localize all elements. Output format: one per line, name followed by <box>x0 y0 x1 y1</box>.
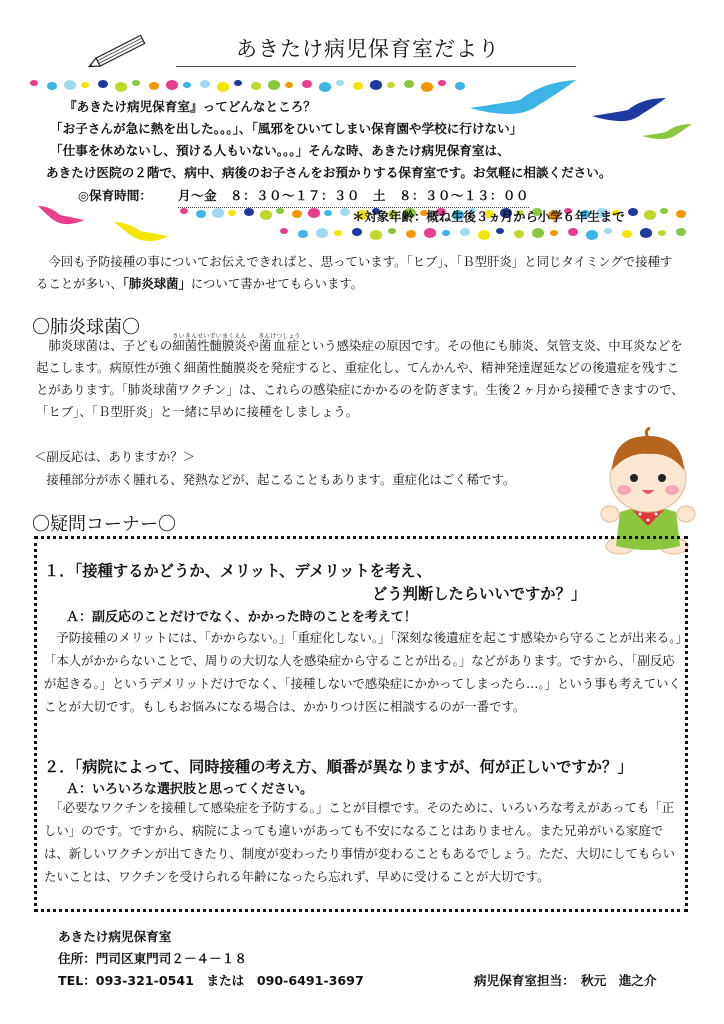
decorative-dot <box>149 82 159 90</box>
answer-1-label: Ａ：副反応のことだけでなく、かかった時のことを考えて！ <box>66 610 417 625</box>
bird-icon <box>112 220 170 246</box>
answer-1-text: 予防接種のメリットには、「かからない。」「重症化しない。」「深刻な後遺症を起こす感染から守ることが出来る。」「本人がかからないことで、周りの大切な人を感染症から守ることが出る。」などがあります。ですから、「副反応が起きる。」というデメリットだけでなく、「接種しないで感染症にかかってしまったら…。」という事も考えていくことが大切です。もしもお悩みになる場合は、かかりつけ医に相談するのが一番です。 <box>44 630 682 714</box>
decorative-dot <box>308 208 320 218</box>
decorative-dot <box>658 230 666 236</box>
hours-value: 月～金 ８：３０～１７：３０ 土 ８：３０～１３：００ <box>178 185 529 208</box>
title-underline <box>176 66 576 67</box>
decorative-dot <box>438 80 446 86</box>
pencil-icon <box>84 34 150 72</box>
decorative-dot <box>644 210 656 220</box>
ruby-term: 細菌性髄膜炎さいきんせいずいまくえん <box>172 333 247 353</box>
decorative-dot <box>455 82 465 90</box>
decorative-dot <box>622 230 632 238</box>
page-title: あきたけ病児保育室だより <box>236 37 500 61</box>
decorative-dot <box>586 230 598 240</box>
pneumo-paragraph: 肺炎球菌は、子どもの細菌性髄膜炎さいきんせいずいまくえんや菌血症きんけつしょうという感染症の原因です。その他にも肺炎、気管支炎、中耳炎などを起こします。病原性が強く細菌性髄膜炎を発症すると、重症化し、てんかんや、精神発達遅延などの後遺症を残すことがあります。「肺炎球菌ワクチン」は、これらの感染症にかかるのを防ぎます。生後２ヶ月から接種できますので、「ヒブ」、「Ｂ型肝炎」と一緒に早めに接種をしましょう。 <box>36 333 684 419</box>
decorative-dot <box>406 230 416 238</box>
decorative-dot <box>334 230 342 236</box>
footer-staff: 病児保育室担当： 秋元 進之介 <box>474 973 657 988</box>
lead-paragraph: 今回も予防接種の事についてお伝えできればと、思っています。「ヒブ」、「Ｂ型肝炎」と同じタイミングで接種することが多い、「肺炎球菌」について書かせてもらいます。 <box>36 254 673 291</box>
decorative-dot <box>285 82 293 88</box>
decorative-dot <box>251 82 261 90</box>
decorative-dot <box>298 230 308 238</box>
decorative-dot <box>628 208 638 216</box>
decorative-dot <box>64 80 76 90</box>
decorative-dot <box>604 228 612 234</box>
question-1-line-1: １．「接種するかどうか、メリット、デメリットを考え、 <box>44 562 432 580</box>
decorative-dot <box>280 228 288 234</box>
decorative-dot <box>98 80 108 88</box>
decorative-dot <box>388 228 396 234</box>
decorative-dot <box>496 228 504 234</box>
decorative-dot <box>340 208 350 216</box>
decorative-dot <box>166 80 178 90</box>
decorative-dot <box>568 228 578 236</box>
decorative-dot <box>196 210 206 218</box>
decorative-dot <box>421 82 433 92</box>
decorative-dot <box>30 80 38 86</box>
decorative-dot <box>132 80 140 86</box>
decorative-dot <box>370 80 382 90</box>
lead-bold: 「肺炎球菌」 <box>122 275 191 291</box>
side-effect-heading: ＜副反応は、ありますか？＞ <box>34 449 196 464</box>
decorative-dot <box>442 230 450 236</box>
decorative-dot <box>115 82 127 92</box>
decorative-dot <box>47 82 57 90</box>
decorative-dot <box>319 82 331 92</box>
decorative-dot <box>640 228 652 238</box>
decorative-dot <box>514 230 524 238</box>
pneumo-heading: 〇肺炎球菌〇 <box>32 317 140 338</box>
decorative-dot <box>676 210 686 218</box>
footer-name: あきたけ病児保育室 <box>58 929 172 944</box>
decorative-dot <box>234 80 242 86</box>
question-2: ２．「病院によって、同時接種の考え方、順番が異なりますが、何が正しいですか？」 <box>44 758 633 776</box>
decorative-dot <box>387 82 395 88</box>
bird-icon <box>36 204 86 230</box>
age-note: ＊対象年齢：概ね生後３ヵ月から小学６年生まで <box>352 209 625 224</box>
decorative-dot <box>353 82 363 90</box>
bird-icon <box>640 122 694 144</box>
decorative-dot <box>292 210 302 218</box>
decorative-dot <box>268 80 280 90</box>
decorative-dot <box>336 80 344 86</box>
faq-heading: 〇疑問コーナー〇 <box>32 514 176 535</box>
decorative-dot <box>324 210 332 216</box>
decorative-dot <box>200 80 210 88</box>
decorative-dot <box>532 228 544 238</box>
question-1-line-2: どう判断したらいいですか？」 <box>372 585 587 603</box>
decorative-dot <box>550 230 558 236</box>
ruby-term: 菌血症きんけつしょう <box>258 333 301 353</box>
decorative-dot <box>478 230 490 240</box>
footer-tel: TEL：093-321-0541 または 090-6491-3697 <box>58 973 364 988</box>
decorative-dot <box>217 82 229 92</box>
decorative-dot <box>370 230 382 240</box>
decorative-dot <box>276 208 284 214</box>
intro-line: 「お子さんが急に熱を出した。。。」、「風邪をひいてしまい保育園や学校に行けない」 <box>50 121 523 136</box>
decorative-dot <box>352 228 362 236</box>
answer-2-text: 「必要なワクチンを接種して感染症を予防する。」ことが目標です。そのために、いろいろな考えがあっても「正しい」のです。ですから、病院によっても違いがあっても不安になることはありません。また兄弟がいる家庭では、新しいワクチンが出てきたり、制度が変わったり事情が変わることもあるでしょう。ただ、大切にしてもらいたいことは、ワクチンを受けられる年齢になったら忘れず、早めに受けることが大切です。 <box>44 800 676 884</box>
decorative-dot <box>460 228 470 236</box>
decorative-dot <box>244 208 254 216</box>
decorative-dot <box>260 210 272 220</box>
intro-line: 『あきたけ病児保育室』ってどんなところ？ <box>64 99 316 114</box>
decorative-dot <box>404 80 414 88</box>
decorative-dot <box>302 80 312 88</box>
decorative-dot <box>212 208 224 218</box>
decorative-dot <box>660 208 668 214</box>
intro-line: 「仕事を休めないし、預ける人もいない。。。」そんな時、あきたけ病児保育室は、 <box>50 143 510 158</box>
answer-2-label: Ａ：いろいろな選択肢と思ってください。 <box>66 782 314 797</box>
decorative-dot <box>180 208 188 214</box>
hours-label: ◎保育時間： <box>78 188 152 203</box>
intro-line: あきたけ医院の２階で、病中、病後のお子さんをお預かりする保育室です。お気軽に相談ください。 <box>46 165 612 180</box>
footer-address: 住所：門司区東門司２－４－１８ <box>58 951 247 966</box>
decorative-dot <box>424 228 436 238</box>
decorative-dot <box>676 228 686 236</box>
side-effect-text: 接種部分が赤く腫れる、発熱などが、起こることもあります。重症化はごく稀です。 <box>34 472 516 487</box>
decorative-dot <box>183 82 191 88</box>
decorative-dot <box>81 82 89 88</box>
decorative-dot <box>228 210 236 216</box>
decorative-dot <box>316 228 328 238</box>
